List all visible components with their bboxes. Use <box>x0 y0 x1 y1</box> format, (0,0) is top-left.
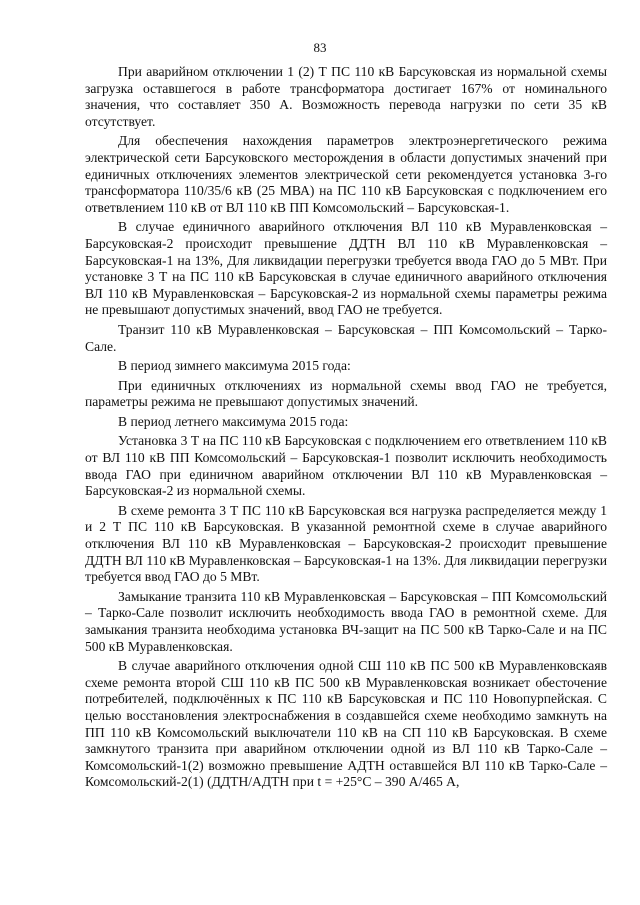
page-number: 83 <box>313 40 327 55</box>
paragraph-3: В случае единичного аварийного отключения ВЛ 110 кВ Муравленковская – Барсуковская-2 происходит превышение ДДТН ВЛ 110 кВ Муравленковская – Барсуковская-1 на 13%, Для ликвидации перегрузки требуется ввода ГАО до 5 МВт. При установке 3 Т на ПС 110 кВ Барсуковская в случае единичного аварийного отключения ВЛ 110 кВ Муравленковская – Барсуковская-2 из нормальной схемы параметры режима не превышают допустимых значений, ввод ГАО не требуется. <box>85 219 607 318</box>
paragraph-7: В период летнего максимума 2015 года: <box>118 413 349 429</box>
paragraph-9: В схеме ремонта 3 Т ПС 110 кВ Барсуковская вся нагрузка распределяется между 1 и 2 Т ПС 110 кВ Барсуковская. В указанной ремонтной схеме в случае аварийного отключения ВЛ 110 кВ Муравленковская – Барсуковская-2 происходит превышение ДДТН ВЛ 110 кВ Муравленковская – Барсуковская-1 на 13%. Для ликвидации перегрузки требуется ввод ГАО до 5 МВт. <box>85 502 607 585</box>
paragraph-1: При аварийном отключении 1 (2) Т ПС 110 кВ Барсуковская из нормальной схемы загрузка оставшегося в работе трансформатора достигает 167% от номинального значения, что составляет 350 А. Возможность перевода нагрузки по сети 35 кВ отсутствует. <box>85 64 607 129</box>
paragraph-8: Установка 3 Т на ПС 110 кВ Барсуковская с подключением его ответвлением 110 кВ от ВЛ 110 кВ ПП Комсомольский – Барсуковская-1 позволит исключить необходимость ввода ГАО при единичном аварийном отключении ВЛ 110 кВ Муравленковская – Барсуковская-2 из нормальной схемы. <box>85 433 607 499</box>
paragraph-10: Замыкание транзита 110 кВ Муравленковская – Барсуковская – ПП Комсомольский – Тарко-Сале позволит исключить необходимость ввода ГАО в ремонтной схеме. Для замыкания транзита необходима установка ВЧ-защит на ПС 500 кВ Тарко-Сале и на ПС 500 кВ Муравленковская. <box>85 588 607 654</box>
paragraph-5: В период зимнего максимума 2015 года: <box>118 358 351 374</box>
document-body <box>85 64 607 794</box>
paragraph-4: Транзит 110 кВ Муравленковская – Барсуковская – ПП Комсомольский – Тарко-Сале. <box>85 321 607 354</box>
paragraph-11: В случае аварийного отключения одной СШ 110 кВ ПС 500 кВ Муравленковскаяв схеме ремонта второй СШ 110 кВ ПС 500 кВ Муравленковская возникает обесточение потребителей, подключённых к ПС 110 кВ Барсуковская и ПС 110 Новопурпейская. С целью восстановления электроснабжения в создавшейся схеме необходимо замкнуть на ПП 110 кВ Комсомольский выключатели 110 кВ на СП 110 кВ Барсуковская. В схеме замкнутого транзита при аварийном отключении одной из ВЛ 110 кВ Тарко-Сале – Комсомольский-1(2) возможно превышение АДТН оставшейся ВЛ 110 кВ Тарко-Сале – Комсомольский-2(1) (ДДТН/АДТН при t = +25°C – 390 А/465 А, <box>85 658 607 790</box>
paragraph-2: Для обеспечения нахождения параметров электроэнергетического режима электрической сети Барсуковского месторождения в области допустимых значений при единичных отключениях элементов электрической сети рекомендуется установка 3-го трансформатора 110/35/6 кВ (25 МВА) на ПС 110 кВ Барсуковская с подключением его ответвлением 110 кВ от ВЛ 110 кВ ПП Комсомольский – Барсуковская-1. <box>85 133 607 215</box>
paragraph-6: При единичных отключениях из нормальной схемы ввод ГАО не требуется, параметры режима не превышают допустимых значений. <box>85 377 607 410</box>
